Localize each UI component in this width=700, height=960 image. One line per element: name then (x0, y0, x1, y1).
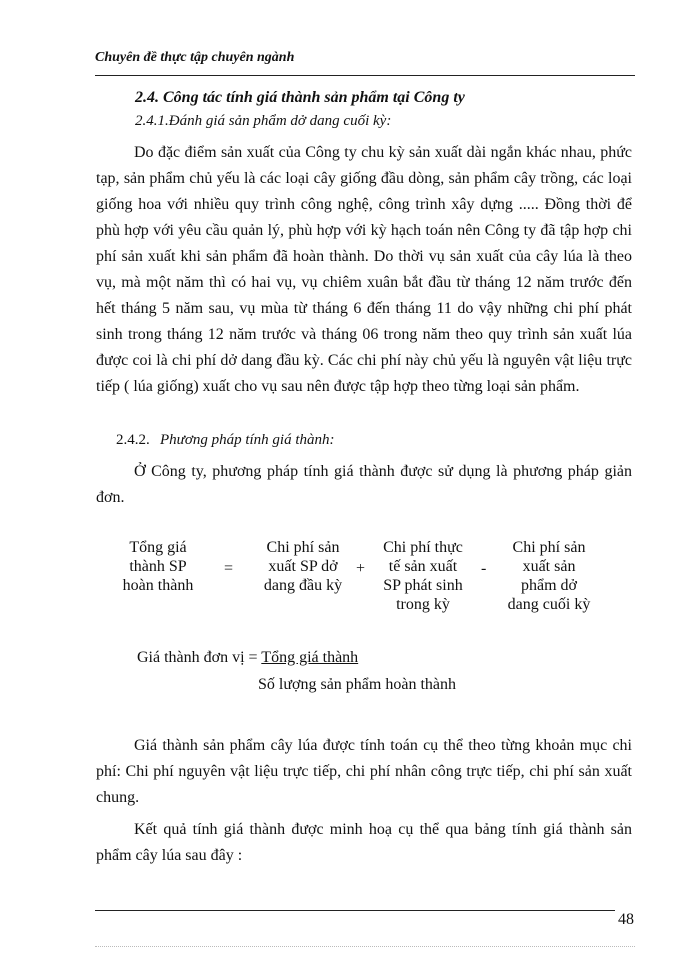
formula-term-opening-wip (248, 538, 358, 595)
unit-cost-label: Giá thành đơn vị = (137, 649, 262, 666)
subsection-2-title: Phương pháp tính giá thành: (160, 432, 335, 448)
paragraph-2 (96, 459, 632, 511)
paragraph-3-text: Giá thành sản phẩm cây lúa được tính toán cụ thể theo từng khoản mục chi phí: Chi phí nguyên vật liệu trực tiếp, chi phí nhân công trực tiếp, chi phí sản xuất chung. (96, 737, 632, 806)
formula-term-closing-wip (493, 538, 605, 614)
formula-term2-line: dang đầu kỳ (263, 577, 343, 594)
formula-term4-line: dang cuối kỳ (507, 596, 591, 613)
formula-minus: - (481, 560, 487, 577)
formula-term1-line: hoàn thành (122, 577, 194, 594)
paragraph-2-text: Ở Công ty, phương pháp tính giá thành được sử dụng là phương pháp giản đơn. (96, 463, 632, 506)
subsection-2-number: 2.4.2. (116, 432, 150, 448)
paragraph-1 (96, 140, 632, 400)
paragraph-3 (96, 733, 632, 811)
header-rule (95, 75, 635, 76)
formula-equals: = (224, 560, 234, 577)
formula-term3-line: tế sản xuất (388, 558, 458, 575)
formula-term2-line: xuất SP dở (268, 558, 338, 575)
header-title: Chuyên đề thực tập chuyên ngành (95, 50, 295, 65)
formula-term4-line: Chi phí sản (512, 539, 586, 556)
section-heading: 2.4. Công tác tính giá thành sản phẩm tại Công ty (135, 89, 465, 106)
formula-term-period-cost (368, 538, 478, 614)
formula-term2-line: Chi phí sản (266, 539, 340, 556)
unit-cost-denominator: Số lượng sản phẩm hoàn thành (258, 676, 456, 693)
page-bottom-divider (95, 946, 635, 947)
formula-term1-line: Tổng giá (129, 539, 187, 556)
footer-rule (95, 910, 615, 911)
subsection-heading: 2.4.1.Đánh giá sản phẩm dở dang cuối kỳ: (135, 113, 392, 129)
paragraph-4-text: Kết quả tính giá thành được minh hoạ cụ thể qua bảng tính giá thành sản phẩm cây lúa sau đây : (96, 821, 632, 864)
formula-term3-line: trong kỳ (396, 596, 450, 613)
formula-term4-line: phẩm dở (520, 577, 577, 594)
formula-term-total-cost (103, 538, 213, 595)
subsection-2-heading (116, 432, 335, 449)
unit-cost-numerator: Tổng giá thành (261, 649, 359, 666)
paragraph-1-text: Do đặc điểm sản xuất của Công ty chu kỳ sản xuất dài ngắn khác nhau, phức tạp, sản phẩm chủ yếu là các loại cây giống đầu dòng, sản phẩm cây trồng, các loại giống hoa với nhiều quy trình công nghệ, công trình xây dựng ..... Đồng thời để phù hợp với yêu cầu quản lý, phù hợp với kỳ hạch toán nên Công ty đã tập hợp chi phí sản xuất khi sản phẩm đã hoàn thành. Do thời vụ sản xuất của cây lúa là theo vụ, mà một năm thì có hai vụ, vụ chiêm xuân bắt đầu từ tháng 12 năm trước đến hết tháng 5 năm sau, vụ mùa từ tháng 6 đến tháng 11 do vậy những chi phí phát sinh trong tháng 12 năm trước và tháng 06 trong năm theo quy trình sản xuất lúa được coi là chi phí dở dang đầu kỳ. Các chi phí này chủ yếu là nguyên vật liệu trực tiếp ( lúa giống) xuất cho vụ sau nên được tập hợp theo từng loại sản phẩm. (96, 144, 632, 395)
formula-term3-line: SP phát sinh (383, 577, 463, 594)
formula-term4-line: xuất sản (522, 558, 576, 575)
formula-plus: + (356, 560, 366, 577)
paragraph-4 (96, 817, 632, 869)
page-number: 48 (618, 911, 634, 928)
formula-term1-line: thành SP (129, 558, 187, 575)
unit-cost-formula (137, 649, 358, 667)
formula-term3-line: Chi phí thực (383, 539, 463, 556)
